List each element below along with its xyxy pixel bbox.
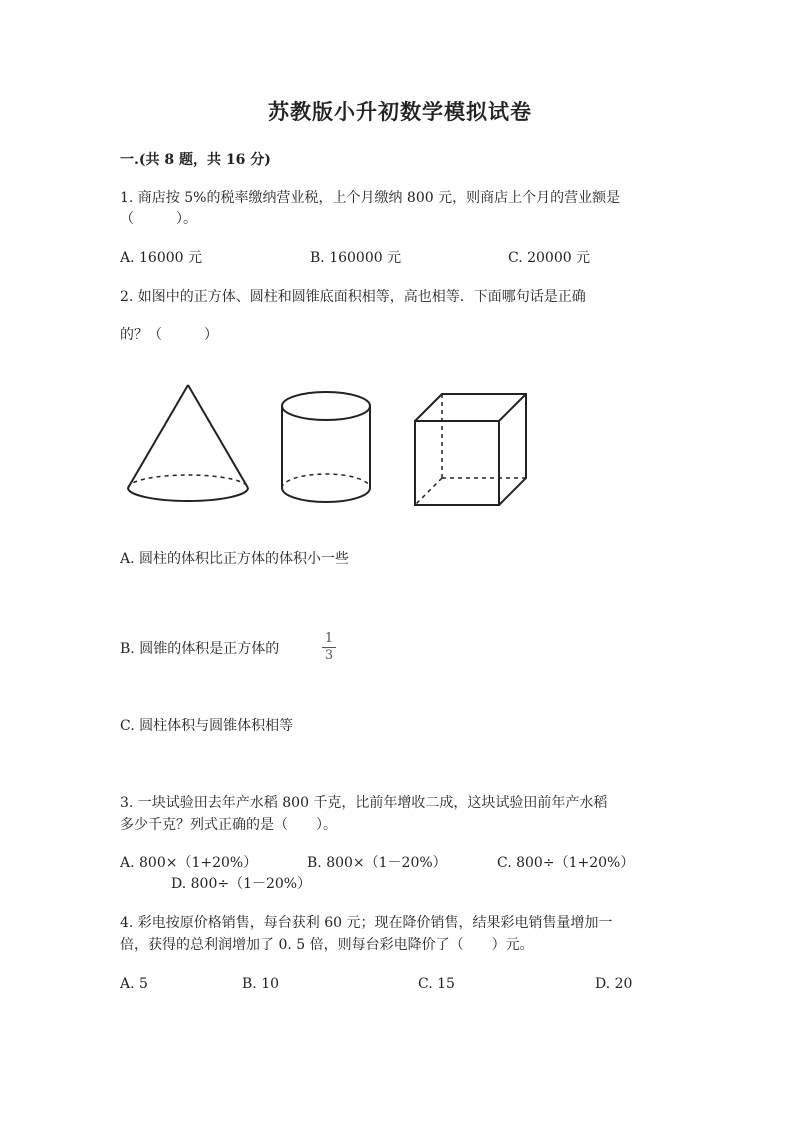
question-4-option-a: A. 5 — [120, 976, 148, 992]
question-3-line-2: 多少千克？列式正确的是（ ）。 — [120, 817, 337, 833]
question-4-line-2: 倍，获得的总利润增加了 0. 5 倍，则每台彩电降价了（ ）元。 — [120, 937, 534, 953]
page-title: 苏教版小升初数学模拟试卷 — [268, 99, 532, 124]
question-3-option-c: C. 800÷（1+20%） — [497, 855, 635, 871]
fraction-numerator: 1 — [324, 631, 334, 646]
question-4-line-1: 4. 彩电按原价格销售，每台获利 60 元；现在降价销售，结果彩电销售量增加一 — [120, 915, 613, 931]
fraction-one-third — [322, 632, 336, 663]
question-2-option-a: A. 圆柱的体积比正方体的体积小一些 — [120, 551, 350, 567]
question-1-line-1: 1. 商店按 5%的税率缴纳营业税，上个月缴纳 800 元，则商店上个月的营业额是 — [120, 190, 621, 206]
question-3-option-a: A. 800×（1+20%） — [120, 855, 258, 871]
question-3-option-d: D. 800÷（1－20%） — [171, 876, 312, 892]
cone-figure — [128, 385, 248, 501]
question-2-line-1: 2. 如图中的正方体、圆柱和圆锥底面积相等，高也相等．下面哪句话是正确 — [120, 289, 586, 305]
cube-figure — [415, 394, 526, 505]
cylinder-figure — [282, 392, 370, 502]
question-1-option-a: A. 16000 元 — [120, 250, 202, 266]
question-2-option-b: B. 圆锥的体积是正方体的 — [120, 641, 280, 657]
question-1-option-c: C. 20000 元 — [508, 250, 591, 266]
question-2-line-2: 的？（ ） — [120, 327, 218, 343]
question-4-option-c: C. 15 — [418, 976, 455, 992]
question-3-option-b: B. 800×（1－20%） — [307, 855, 447, 871]
question-3-line-1: 3. 一块试验田去年产水稻 800 千克，比前年增收二成，这块试验田前年产水稻 — [120, 795, 608, 811]
question-2-option-c: C. 圆柱体积与圆锥体积相等 — [120, 718, 294, 734]
question-1-line-2: （ ）。 — [120, 211, 197, 227]
fraction-denominator: 3 — [324, 648, 334, 663]
question-4-option-d: D. 20 — [595, 976, 633, 992]
question-1-option-b: B. 160000 元 — [310, 250, 402, 266]
section-heading: 一.(共 8 题，共 16 分) — [120, 152, 271, 168]
question-4-option-b: B. 10 — [242, 976, 280, 992]
